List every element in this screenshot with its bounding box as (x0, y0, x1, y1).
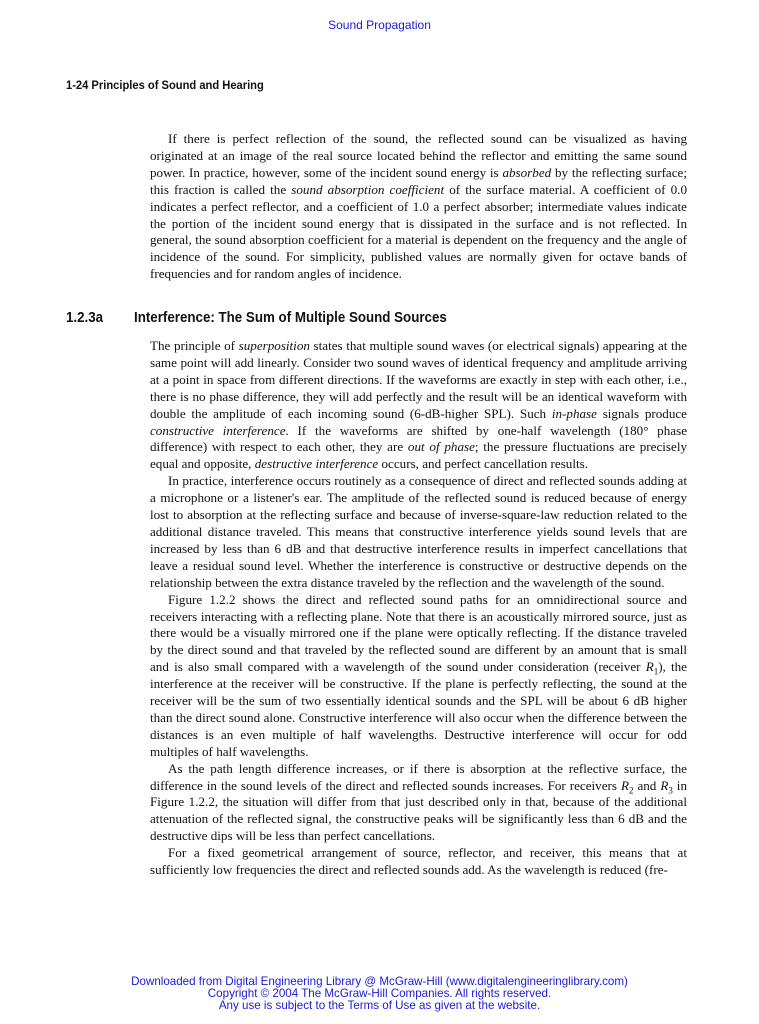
receiver-subscript: 3 (668, 785, 673, 796)
text-run: by the reflecting surface; this fraction is called the (150, 164, 687, 197)
paragraph-practice: In practice, interference occurs routinely as a consequence of direct and reflected sounds adding at a microphone or a listener's ear. The amplitude of the reflected sound is reduced because of energy lost to absorption at the reflecting surface and because of inverse-square-law reduction related to the additional distance traveled. This means that constructive interference yields sound levels that are increased by less than 6 dB and that destructive interference results in imperfect cancellations that leave a residual sound level. Whether the interference is constructive or destructive depends on the relationship between the extra distance traveled by the reflection and the wavelength of the sound. (150, 473, 687, 590)
receiver-subscript: 2 (628, 785, 634, 796)
receiver-symbol: R (620, 777, 629, 793)
paragraph-path-length (150, 761, 687, 846)
section-title: Interference: The Sum of Multiple Sound Sources (134, 310, 447, 326)
emphasis: sound absorption coefficient (291, 181, 445, 197)
section-body (150, 338, 687, 879)
emphasis: absorbed (502, 164, 552, 180)
receiver-symbol: R (660, 777, 669, 793)
text-run: The principle of (150, 338, 239, 353)
text-run: As the path length difference increases, or if there is absorption at the reflective surface, the difference in the sound levels of the direct and reflected sounds increases. For receivers (150, 760, 687, 793)
text-run: ; the pressure fluctuations are precisely equal and opposite, (150, 439, 687, 472)
paragraph-figure (150, 592, 687, 761)
footer (0, 976, 759, 1013)
text-run: signals produce (596, 405, 687, 421)
footer-terms[interactable]: Any use is subject to the Terms of Use as given at the website. (218, 999, 541, 1013)
section-heading (66, 310, 706, 330)
text-run: If there is perfect reflection of the sound, the reflected sound can be visualized as having originated at an image of the real source located behind the reflector and emitting the same sound power. In practice, however, some of the incident sound energy is (150, 131, 687, 180)
emphasis: superposition (238, 338, 310, 353)
text-run: Figure 1.2.2 shows the direct and reflected sound paths for an omnidirectional source and receivers interacting with a reflecting plane. Note that there is an acoustically mirrored source, just as there would be a visually mirrored one if the plane were optically reflecting. If the distance traveled by the direct sound and that traveled by the reflected sound are different by an amount that is small and is also small compared with a wavelength of the sound under consideration (receiver (150, 591, 687, 675)
emphasis: in-phase (551, 405, 597, 421)
top-link[interactable]: Sound Propagation (328, 18, 431, 32)
text-run: in Figure 1.2.2, the situation will differ from that just described only in that, because of the additional attenuation of the reflected signal, the constructive peaks will be significantly less than 6 dB and the destructive dips will be less than perfect cancellations. (150, 777, 687, 844)
emphasis: destructive interference (254, 456, 379, 472)
running-head: 1-24 Principles of Sound and Hearing (66, 78, 264, 92)
receiver-symbol: R (645, 659, 654, 675)
text-run: ), the interference at the receiver will be constructive. If the plane is perfectly reflecting, the sound at the receiver will be the sum of two essentially identical sounds and the SPL will be about 6 dB higher than the direct sound alone. Constructive interference will also occur when the difference between the distances is an even multiple of half wavelengths. Destructive interference will occur for odd multiples of half wavelengths. (150, 659, 687, 759)
paragraph-superposition (150, 338, 687, 473)
paragraph-geometry: For a fixed geometrical arrangement of source, reflector, and receiver, this means that at sufficiently low frequencies the direct and reflected sounds add. As the wavelength is reduced (fre- (150, 845, 687, 878)
text-run: occurs, and perfect cancellation results. (378, 456, 589, 472)
footer-copyright: Copyright © 2004 The McGraw-Hill Companies. All rights reserved. (207, 987, 552, 1001)
emphasis: out of phase (407, 439, 475, 455)
section-number: 1.2.3a (66, 310, 104, 326)
text-run: of the surface material. A coefficient of 0.0 indicates a perfect reflector, and a coefficient of 1.0 a perfect absorber; intermediate values indicate the portion of the incident sound energy that is dissipated in the surface and is not reflected. In general, the sound absorption coefficient for a material is dependent on the frequency and the angle of incidence of the sound. For simplicity, published values are normally given for octave bands of frequencies and for random angles of incidence. (150, 181, 687, 282)
intro-paragraph (150, 131, 687, 283)
text-run: . If the waveforms are shifted by one-half wavelength (180° phase difference) with respect to each other, they are (150, 422, 687, 455)
receiver-subscript: 1 (653, 666, 659, 677)
footer-download-link[interactable]: Downloaded from Digital Engineering Library @ McGraw-Hill (www.digitalengineeringlibrary.com) (131, 975, 628, 988)
text-run: and (633, 777, 661, 793)
emphasis: constructive interference (150, 422, 286, 438)
text-run: states that multiple sound waves (or electrical signals) appearing at the same point will add linearly. Consider two sound waves of identical frequency and amplitude arriving at a point in space from different directions. If the waveforms are exactly in step with each other, i.e., there is no phase difference, they will add perfectly and the result will be an identical waveform with double the amplitude of each incoming sound (6-dB-higher SPL). Such (150, 338, 687, 421)
